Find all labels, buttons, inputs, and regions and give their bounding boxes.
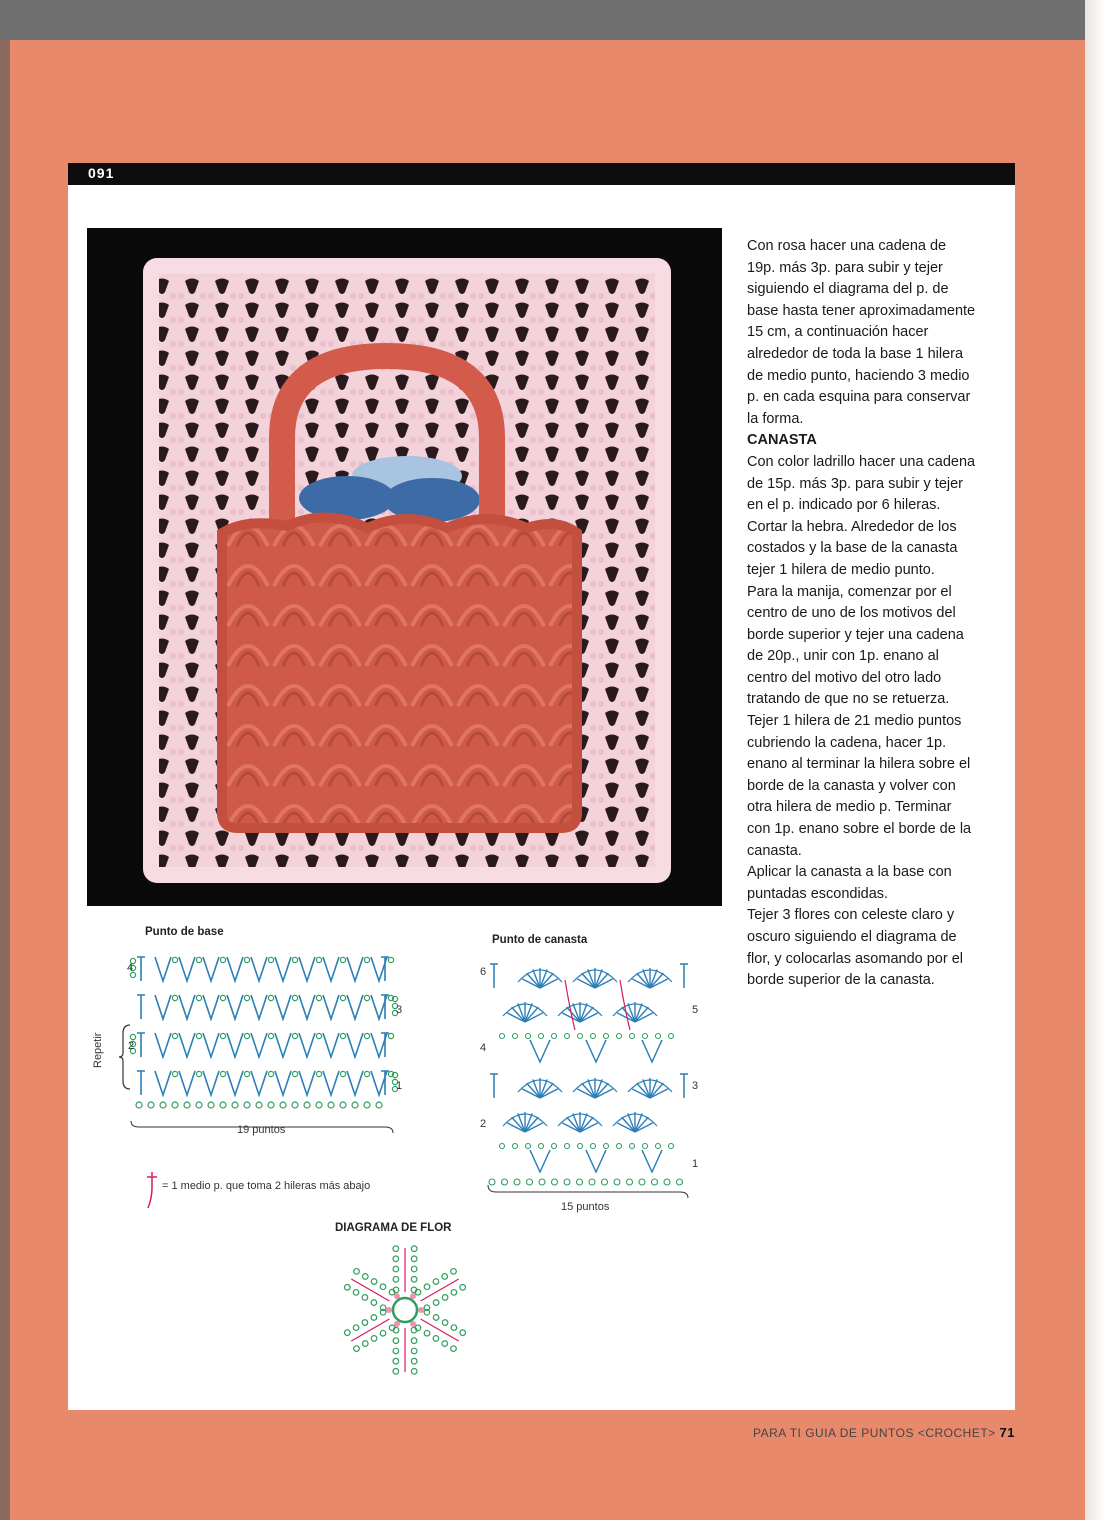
chain-mark [344, 1330, 350, 1336]
chain-mark [393, 1266, 399, 1272]
chain-mark [526, 1144, 531, 1149]
chain-mark [364, 1071, 369, 1076]
chain-mark [268, 1102, 274, 1108]
chain-mark [460, 1285, 466, 1291]
chain-mark [565, 1144, 570, 1149]
row-number-label: 2 [480, 1118, 487, 1130]
chain-mark [208, 1102, 214, 1108]
chain-mark [353, 1290, 359, 1296]
chain-mark [268, 957, 273, 962]
chain-mark [614, 1179, 620, 1185]
chain-mark [514, 1179, 520, 1185]
chain-mark [130, 1034, 135, 1039]
chain-mark [442, 1341, 448, 1347]
v-stitch-mark [251, 957, 267, 981]
chain-mark [433, 1279, 439, 1285]
row-number-label: 3 [396, 1004, 403, 1016]
basket-body [222, 517, 577, 828]
fan-stitch-mark [512, 1117, 525, 1132]
flower-diagram-title: DIAGRAMA DE FLOR [335, 1222, 452, 1234]
v-stitch-mark [347, 995, 363, 1019]
chain-mark [539, 1034, 544, 1039]
chain-mark [393, 1277, 399, 1283]
v-stitch-mark [347, 1033, 363, 1057]
row-number-label: 1 [692, 1158, 699, 1170]
fan-stitch-mark [527, 1083, 540, 1098]
slip-stitch-mark [418, 1307, 424, 1313]
v-stitch-mark [179, 995, 195, 1019]
v-stitch-mark [642, 1150, 662, 1172]
chain-mark [411, 1358, 417, 1364]
chain-mark [172, 1071, 177, 1076]
basket-count-label: 15 puntos [561, 1201, 610, 1213]
basket-diagram-title: Punto de canasta [492, 934, 588, 946]
fan-stitch-mark [540, 973, 553, 988]
v-stitch-mark [299, 957, 315, 981]
chain-mark [280, 1102, 286, 1108]
chain-mark [196, 1102, 202, 1108]
base-row [137, 1071, 398, 1095]
chain-mark [669, 1034, 674, 1039]
chain-mark [411, 1338, 417, 1344]
chain-mark [451, 1290, 457, 1296]
scan-background-left [0, 40, 10, 1520]
chain-mark [340, 957, 345, 962]
chain-mark [643, 1144, 648, 1149]
chain-mark [677, 1179, 683, 1185]
chain-mark [552, 1144, 557, 1149]
chain-mark [328, 1102, 334, 1108]
basket-row-v [500, 1034, 674, 1063]
fan-stitch-mark [580, 1007, 593, 1022]
v-stitch-mark [323, 1071, 339, 1095]
chain-mark [393, 1256, 399, 1262]
chain-mark [160, 1102, 166, 1108]
v-stitch-mark [323, 957, 339, 981]
chain-mark [652, 1179, 658, 1185]
v-stitch-mark [155, 995, 171, 1019]
long-stitch-symbol [140, 1168, 164, 1216]
chain-mark [617, 1034, 622, 1039]
chain-mark [393, 1246, 399, 1252]
chain-mark [552, 1179, 558, 1185]
chain-mark [244, 995, 249, 1000]
chain-mark [244, 1102, 250, 1108]
v-stitch-mark [642, 1040, 662, 1062]
chain-mark [669, 1144, 674, 1149]
chain-mark [589, 1179, 595, 1185]
chain-mark [664, 1179, 670, 1185]
fan-stitch-mark [582, 973, 595, 988]
chain-mark [362, 1274, 368, 1280]
v-stitch-mark [347, 1071, 363, 1095]
v-stitch-mark [251, 995, 267, 1019]
chain-mark [220, 995, 225, 1000]
foundation-chain [136, 1102, 382, 1108]
chain-mark [502, 1179, 508, 1185]
edge-stitch-mark [137, 1071, 145, 1095]
chain-mark [244, 1071, 249, 1076]
fan-stitch-mark [582, 1083, 595, 1098]
fan-stitch-mark [635, 1117, 648, 1132]
chain-mark [184, 1102, 190, 1108]
edge-stitch-mark [137, 957, 145, 981]
chain-mark [451, 1325, 457, 1331]
chain-mark [656, 1144, 661, 1149]
v-stitch-mark [299, 995, 315, 1019]
chain-mark [371, 1315, 377, 1321]
edge-stitch-mark [490, 1074, 498, 1098]
chain-mark [232, 1102, 238, 1108]
v-stitch-mark [155, 957, 171, 981]
v-stitch-mark [275, 1071, 291, 1095]
chain-mark [539, 1179, 545, 1185]
chain-mark [380, 1330, 386, 1336]
chain-mark [371, 1336, 377, 1342]
chain-mark [316, 957, 321, 962]
chain-mark [552, 1034, 557, 1039]
row-number-label: 3 [692, 1080, 699, 1092]
chain-mark [371, 1300, 377, 1306]
chain-mark [353, 1325, 359, 1331]
v-stitch-mark [203, 957, 219, 981]
instruction-paragraph: Con color ladrillo hacer una cadena de 15p. más 3p. para subir y tejer en el p. indicado por 6 hileras. Cortar la hebra. Alrededor de los costados y la base de la canasta tejer 1 hilera de medio punto. [747, 453, 976, 578]
chain-mark [220, 1071, 225, 1076]
chain-mark [172, 957, 177, 962]
chain-mark [316, 1102, 322, 1108]
v-stitch-mark [227, 957, 243, 981]
v-stitch-mark [586, 1150, 606, 1172]
chain-mark [364, 995, 369, 1000]
chain-mark [354, 1346, 360, 1352]
chain-mark [244, 1033, 249, 1038]
page-footer [753, 1425, 1015, 1440]
basket-row-fans-lower [503, 980, 657, 1030]
v-stitch-mark [275, 995, 291, 1019]
chain-mark [196, 957, 201, 962]
chain-mark [344, 1285, 350, 1291]
chain-mark [393, 1369, 399, 1375]
instruction-paragraph: Aplicar la canasta a la base con puntadas escondidas. [747, 864, 952, 902]
chain-mark [364, 1033, 369, 1038]
instruction-paragraph: Tejer 1 hilera de 21 medio puntos cubriendo la cadena, hacer 1p. enano al terminar la hilera sobre el borde de la canasta y volver con otra hilera de medio p. Terminar con 1p. enano sobre el borde de la canasta. [747, 713, 972, 859]
edge-stitch-mark [680, 964, 688, 988]
row-number-label: 1 [396, 1080, 403, 1092]
chain-mark [393, 1358, 399, 1364]
chain-mark [364, 1102, 370, 1108]
v-stitch-mark [586, 1040, 606, 1062]
basket-stitch-chart [470, 950, 710, 1200]
fan-stitch-mark [567, 1117, 580, 1132]
chain-mark [136, 1102, 142, 1108]
legend-text: = 1 medio p. que toma 2 hileras más abajo [162, 1180, 371, 1192]
v-stitch-mark [347, 957, 363, 981]
scan-background-right [1085, 0, 1105, 1520]
chain-mark [591, 1144, 596, 1149]
base-chart-rows [130, 957, 397, 1108]
row-number-label: 4 [480, 1042, 487, 1054]
basket-row-fans-top [518, 968, 672, 988]
chain-mark [371, 1279, 377, 1285]
chain-mark [388, 957, 393, 962]
base-count-label: 19 puntos [237, 1124, 286, 1136]
chain-mark [268, 995, 273, 1000]
chain-mark [630, 1034, 635, 1039]
flower-petal [393, 1321, 417, 1374]
chain-mark [577, 1179, 583, 1185]
chain-mark [433, 1336, 439, 1342]
section-heading-canasta: CANASTA [747, 432, 817, 449]
chain-mark [172, 1102, 178, 1108]
fan-stitch-mark [637, 1083, 650, 1098]
v-stitch-mark [530, 1040, 550, 1062]
chain-mark [376, 1102, 382, 1108]
fan-stitch-mark [567, 1007, 580, 1022]
base-row [130, 957, 393, 981]
flower-petals [344, 1246, 465, 1374]
chain-mark [500, 1034, 505, 1039]
footer-page-number: 71 [999, 1425, 1015, 1440]
chain-mark [424, 1330, 430, 1336]
flower-petal [410, 1309, 466, 1351]
chain-mark [388, 1033, 393, 1038]
chain-mark [411, 1266, 417, 1272]
v-stitch-mark [227, 1033, 243, 1057]
chain-mark [340, 1033, 345, 1038]
fan-stitch-mark [622, 1007, 635, 1022]
fan-stitch-mark [595, 1083, 608, 1098]
flower-petal [393, 1246, 417, 1299]
basket-row-fans-2 [503, 1112, 657, 1132]
chain-mark [393, 1348, 399, 1354]
chain-mark [316, 1033, 321, 1038]
chain-mark [220, 957, 225, 962]
chain-mark [656, 1034, 661, 1039]
v-stitch-mark [323, 1033, 339, 1057]
chain-mark [643, 1034, 648, 1039]
edge-stitch-mark [490, 964, 498, 988]
chain-mark [411, 1277, 417, 1283]
footer-text: PARA TI GUIA DE PUNTOS <CROCHET> [752, 1426, 996, 1440]
foundation-chain [489, 964, 688, 1185]
chain-mark [500, 1144, 505, 1149]
chain-mark [352, 1102, 358, 1108]
chain-mark [362, 1341, 368, 1347]
chain-mark [513, 1034, 518, 1039]
base-stitch-chart [95, 945, 415, 1135]
chain-mark [362, 1295, 368, 1301]
v-stitch-mark [275, 1033, 291, 1057]
row-number-label: 6 [480, 966, 487, 978]
v-stitch-mark [323, 995, 339, 1019]
edge-stitch-mark [680, 1074, 688, 1098]
base-row [130, 1033, 393, 1057]
crochet-square-photo [87, 228, 722, 906]
chain-mark [617, 1144, 622, 1149]
chain-mark [362, 1320, 368, 1326]
chain-mark [292, 995, 297, 1000]
chain-mark [433, 1300, 439, 1306]
chain-mark [256, 1102, 262, 1108]
repeat-label: Repetir [92, 1032, 104, 1068]
chain-mark [424, 1284, 430, 1290]
chain-mark [196, 1071, 201, 1076]
v-stitch-mark [203, 1033, 219, 1057]
chain-mark [526, 1034, 531, 1039]
v-stitch-mark [203, 995, 219, 1019]
chain-mark [380, 1284, 386, 1290]
chain-mark [539, 1144, 544, 1149]
edge-stitch-mark [137, 1033, 145, 1057]
chain-mark [489, 1179, 495, 1185]
chain-mark [451, 1269, 457, 1275]
v-stitch-mark [275, 957, 291, 981]
flower-petal [344, 1269, 400, 1311]
chain-mark [292, 957, 297, 962]
row-number-label: 2 [128, 1040, 135, 1052]
fan-stitch-mark [580, 1117, 593, 1132]
chain-mark [292, 1071, 297, 1076]
chain-mark [578, 1144, 583, 1149]
v-stitch-mark [203, 1071, 219, 1095]
chain-mark [433, 1315, 439, 1321]
chain-mark [268, 1033, 273, 1038]
chain-mark [442, 1295, 448, 1301]
fan-stitch-mark [525, 1117, 538, 1132]
fan-stitch-mark [650, 1083, 663, 1098]
chain-mark [451, 1346, 457, 1352]
scan-background-top [0, 0, 1105, 40]
chain-mark [411, 1256, 417, 1262]
v-stitch-mark [155, 1033, 171, 1057]
chain-mark [340, 995, 345, 1000]
chain-mark [527, 1179, 533, 1185]
v-stitch-mark [179, 1071, 195, 1095]
fan-stitch-mark [595, 973, 608, 988]
fan-stitch-mark [527, 973, 540, 988]
chain-mark [340, 1102, 346, 1108]
instructions-text [747, 236, 977, 992]
base-row [137, 995, 398, 1019]
chain-mark [630, 1144, 635, 1149]
v-stitch-mark [251, 1033, 267, 1057]
chain-mark [578, 1034, 583, 1039]
chain-mark [316, 1071, 321, 1076]
crochet-square-illustration [87, 228, 722, 906]
v-stitch-mark [179, 1033, 195, 1057]
chain-mark [442, 1274, 448, 1280]
chain-mark [411, 1348, 417, 1354]
v-stitch-mark [530, 1150, 550, 1172]
fan-stitch-mark [635, 1007, 648, 1022]
chain-mark [442, 1320, 448, 1326]
v-stitch-mark [179, 957, 195, 981]
chain-mark [148, 1102, 154, 1108]
chain-mark [564, 1179, 570, 1185]
pattern-number-badge: 091 [88, 165, 115, 181]
basket-chart-rows [489, 964, 688, 1185]
chain-mark [602, 1179, 608, 1185]
v-stitch-mark [299, 1071, 315, 1095]
chain-mark [354, 1269, 360, 1275]
chain-mark [316, 995, 321, 1000]
fan-stitch-mark [650, 973, 663, 988]
basket-row-fans-3 [518, 1078, 672, 1098]
chain-mark [411, 1246, 417, 1252]
fan-stitch-mark [540, 1083, 553, 1098]
v-stitch-mark [251, 1071, 267, 1095]
chain-mark [639, 1179, 645, 1185]
chain-mark [304, 1102, 310, 1108]
chain-mark [513, 1144, 518, 1149]
chain-mark [196, 995, 201, 1000]
chain-mark [364, 957, 369, 962]
fan-stitch-mark [637, 973, 650, 988]
v-stitch-mark [299, 1033, 315, 1057]
chain-mark [220, 1102, 226, 1108]
chain-mark [393, 1338, 399, 1344]
chain-mark [292, 1033, 297, 1038]
row-number-label: 4 [127, 962, 134, 974]
chain-mark [604, 1144, 609, 1149]
chain-mark [591, 1034, 596, 1039]
fan-stitch-mark [512, 1007, 525, 1022]
base-diagram-title: Punto de base [145, 926, 224, 938]
chain-mark [196, 1033, 201, 1038]
flower-petal [415, 1269, 465, 1313]
chain-mark [411, 1369, 417, 1375]
v-stitch-mark [227, 1071, 243, 1095]
edge-stitch-mark [137, 995, 145, 1019]
flower-petal [344, 1307, 394, 1351]
repeat-bracket [119, 1025, 130, 1089]
chain-mark [172, 995, 177, 1000]
v-stitch-mark [155, 1071, 171, 1095]
chain-mark [220, 1033, 225, 1038]
flower-chart [335, 1240, 475, 1380]
chain-mark [604, 1034, 609, 1039]
flower-center-ring [393, 1298, 417, 1322]
fan-stitch-mark [622, 1117, 635, 1132]
fan-stitch-mark [525, 1007, 538, 1022]
header-bar [68, 163, 1015, 185]
chain-mark [268, 1071, 273, 1076]
instruction-paragraph: Para la manija, comenzar por el centro de uno de los motivos del borde superior y tejer una cadena de 20p., unir con 1p. enano al centro del motivo del otro lado tratando de que no se retuerza. [747, 583, 964, 708]
row-number-label: 5 [692, 1004, 699, 1016]
basket-row-v-bottom [500, 1144, 674, 1173]
count-bracket [488, 1185, 688, 1198]
chain-mark [292, 1102, 298, 1108]
chain-mark [340, 1071, 345, 1076]
instruction-paragraph: Tejer 3 flores con celeste claro y oscuro siguiendo el diagrama de flor, y colocarlas asomando por el borde superior de la canasta. [747, 907, 963, 989]
chain-mark [172, 1033, 177, 1038]
chain-mark [244, 957, 249, 962]
chain-mark [460, 1330, 466, 1336]
chain-mark [565, 1034, 570, 1039]
v-stitch-mark [227, 995, 243, 1019]
intro-paragraph: Con rosa hacer una cadena de 19p. más 3p. para subir y tejer siguiendo el diagrama del p. de base hasta tener aproximadamente 15 cm, a continuación hacer alrededor de toda la base 1 hilera de medio punto, haciendo 3 medio p. en cada esquina para conservar la forma. [747, 238, 976, 427]
chain-mark [627, 1179, 633, 1185]
slip-stitch-mark [386, 1307, 392, 1313]
